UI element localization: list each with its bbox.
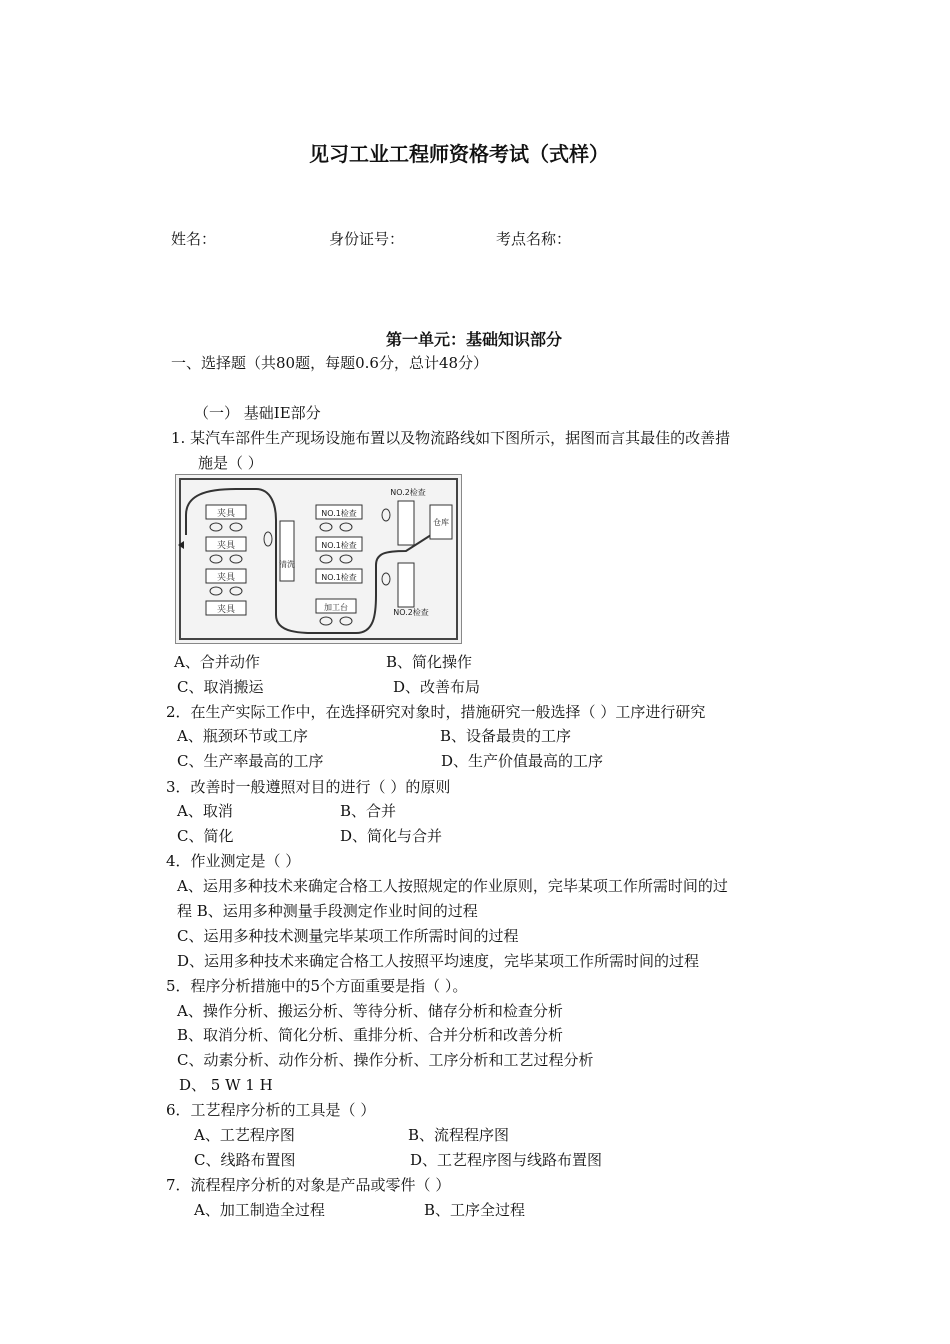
figure-label-check2-a: NO.2检查 bbox=[390, 488, 426, 497]
page-title: 见习工业工程师资格考试（式样） bbox=[309, 142, 609, 166]
q2-option-a: A、瓶颈环节或工序 bbox=[177, 727, 308, 745]
q5-option-b: B、取消分析、简化分析、重排分析、合并分析和改善分析 bbox=[177, 1026, 564, 1044]
figure-label-fixture-4: 夹具 bbox=[216, 605, 236, 615]
id-field-label: 身份证号： bbox=[329, 230, 405, 248]
q7-option-a: A、加工制造全过程 bbox=[194, 1201, 325, 1219]
q4-text: 4．作业测定是（ ） bbox=[166, 852, 301, 870]
q6-option-a: A、工艺程序图 bbox=[194, 1126, 295, 1144]
name-field-label: 姓名： bbox=[171, 230, 217, 248]
q5-option-d: D、 5 W 1 H bbox=[179, 1076, 273, 1094]
q3-option-c: C、简化 bbox=[177, 827, 234, 845]
q1-option-a: A、合并动作 bbox=[174, 653, 260, 671]
figure-label-fixture-2: 夹具 bbox=[216, 541, 236, 551]
q6-text: 6．工艺程序分析的工具是（ ） bbox=[166, 1101, 376, 1119]
figure-label-check2-b: NO.2检查 bbox=[393, 608, 429, 617]
q3-option-d: D、简化与合并 bbox=[340, 827, 443, 845]
figure-label-check1-a: NO.1检查 bbox=[321, 509, 357, 518]
q5-option-c: C、动素分析、动作分析、操作分析、工序分析和工艺过程分析 bbox=[177, 1051, 594, 1069]
q7-option-b: B、工序全过程 bbox=[424, 1201, 526, 1219]
figure-label-check1-b: NO.1检查 bbox=[321, 541, 357, 550]
q1-text-line2: 施是（ ） bbox=[198, 454, 263, 472]
q5-option-a: A、操作分析、搬运分析、等待分析、储存分析和检查分析 bbox=[177, 1002, 563, 1020]
facility-layout-figure bbox=[175, 474, 462, 644]
q6-option-d: D、工艺程序图与线路布置图 bbox=[410, 1151, 603, 1169]
q2-text: 2．在生产实际工作中，在选择研究对象时，措施研究一般选择（ ）工序进行研究 bbox=[166, 703, 706, 721]
section-heading: 一、选择题（共80题，每题0.6分，总计48分） bbox=[171, 354, 489, 372]
q5-text: 5．程序分析措施中的5个方面重要是指（ ）。 bbox=[166, 977, 468, 995]
subsection-heading: （一） 基础IE部分 bbox=[194, 404, 321, 422]
q2-option-c: C、生产率最高的工序 bbox=[177, 752, 324, 770]
q4-option-c: C、运用多种技术测量完毕某项工作所需时间的过程 bbox=[177, 927, 519, 945]
q1-option-c: C、取消搬运 bbox=[177, 678, 264, 696]
figure-label-wash: 清洗 bbox=[279, 560, 295, 569]
figure-label-machining: 加工台 bbox=[324, 603, 348, 612]
figure-label-fixture-3: 夹具 bbox=[216, 573, 236, 583]
q3-option-b: B、合并 bbox=[340, 802, 397, 820]
q3-option-a: A、取消 bbox=[177, 802, 233, 820]
q6-option-b: B、流程程序图 bbox=[408, 1126, 510, 1144]
q1-text-line1: 1. 某汽车部件生产现场设施布置以及物流路线如下图所示，据图而言其最佳的改善措 bbox=[171, 429, 731, 447]
figure-label-fixture-1: 夹具 bbox=[216, 509, 236, 519]
q4-option-a-line2: 程 B、运用多种测量手段测定作业时间的过程 bbox=[177, 902, 478, 920]
figure-label-warehouse: 仓库 bbox=[433, 518, 449, 527]
q6-option-c: C、线路布置图 bbox=[194, 1151, 296, 1169]
layout-diagram bbox=[176, 475, 461, 643]
q2-option-b: B、设备最贵的工序 bbox=[440, 727, 572, 745]
q2-option-d: D、生产价值最高的工序 bbox=[441, 752, 604, 770]
q4-option-d: D、运用多种技术来确定合格工人按照平均速度，完毕某项工作所需时间的过程 bbox=[177, 952, 700, 970]
q3-text: 3．改善时一般遵照对目的进行（ ）的原则 bbox=[166, 778, 451, 796]
q1-option-b: B、简化操作 bbox=[386, 653, 473, 671]
figure-label-check1-c: NO.1检查 bbox=[321, 573, 357, 582]
q7-text: 7．流程程序分析的对象是产品或零件（ ） bbox=[166, 1176, 451, 1194]
q4-option-a-line1: A、运用多种技术来确定合格工人按照规定的作业原则，完毕某项工作所需时间的过 bbox=[177, 877, 728, 895]
q1-option-d: D、改善布局 bbox=[393, 678, 481, 696]
site-field-label: 考点名称： bbox=[496, 230, 572, 248]
unit-title: 第一单元：基础知识部分 bbox=[386, 330, 563, 349]
